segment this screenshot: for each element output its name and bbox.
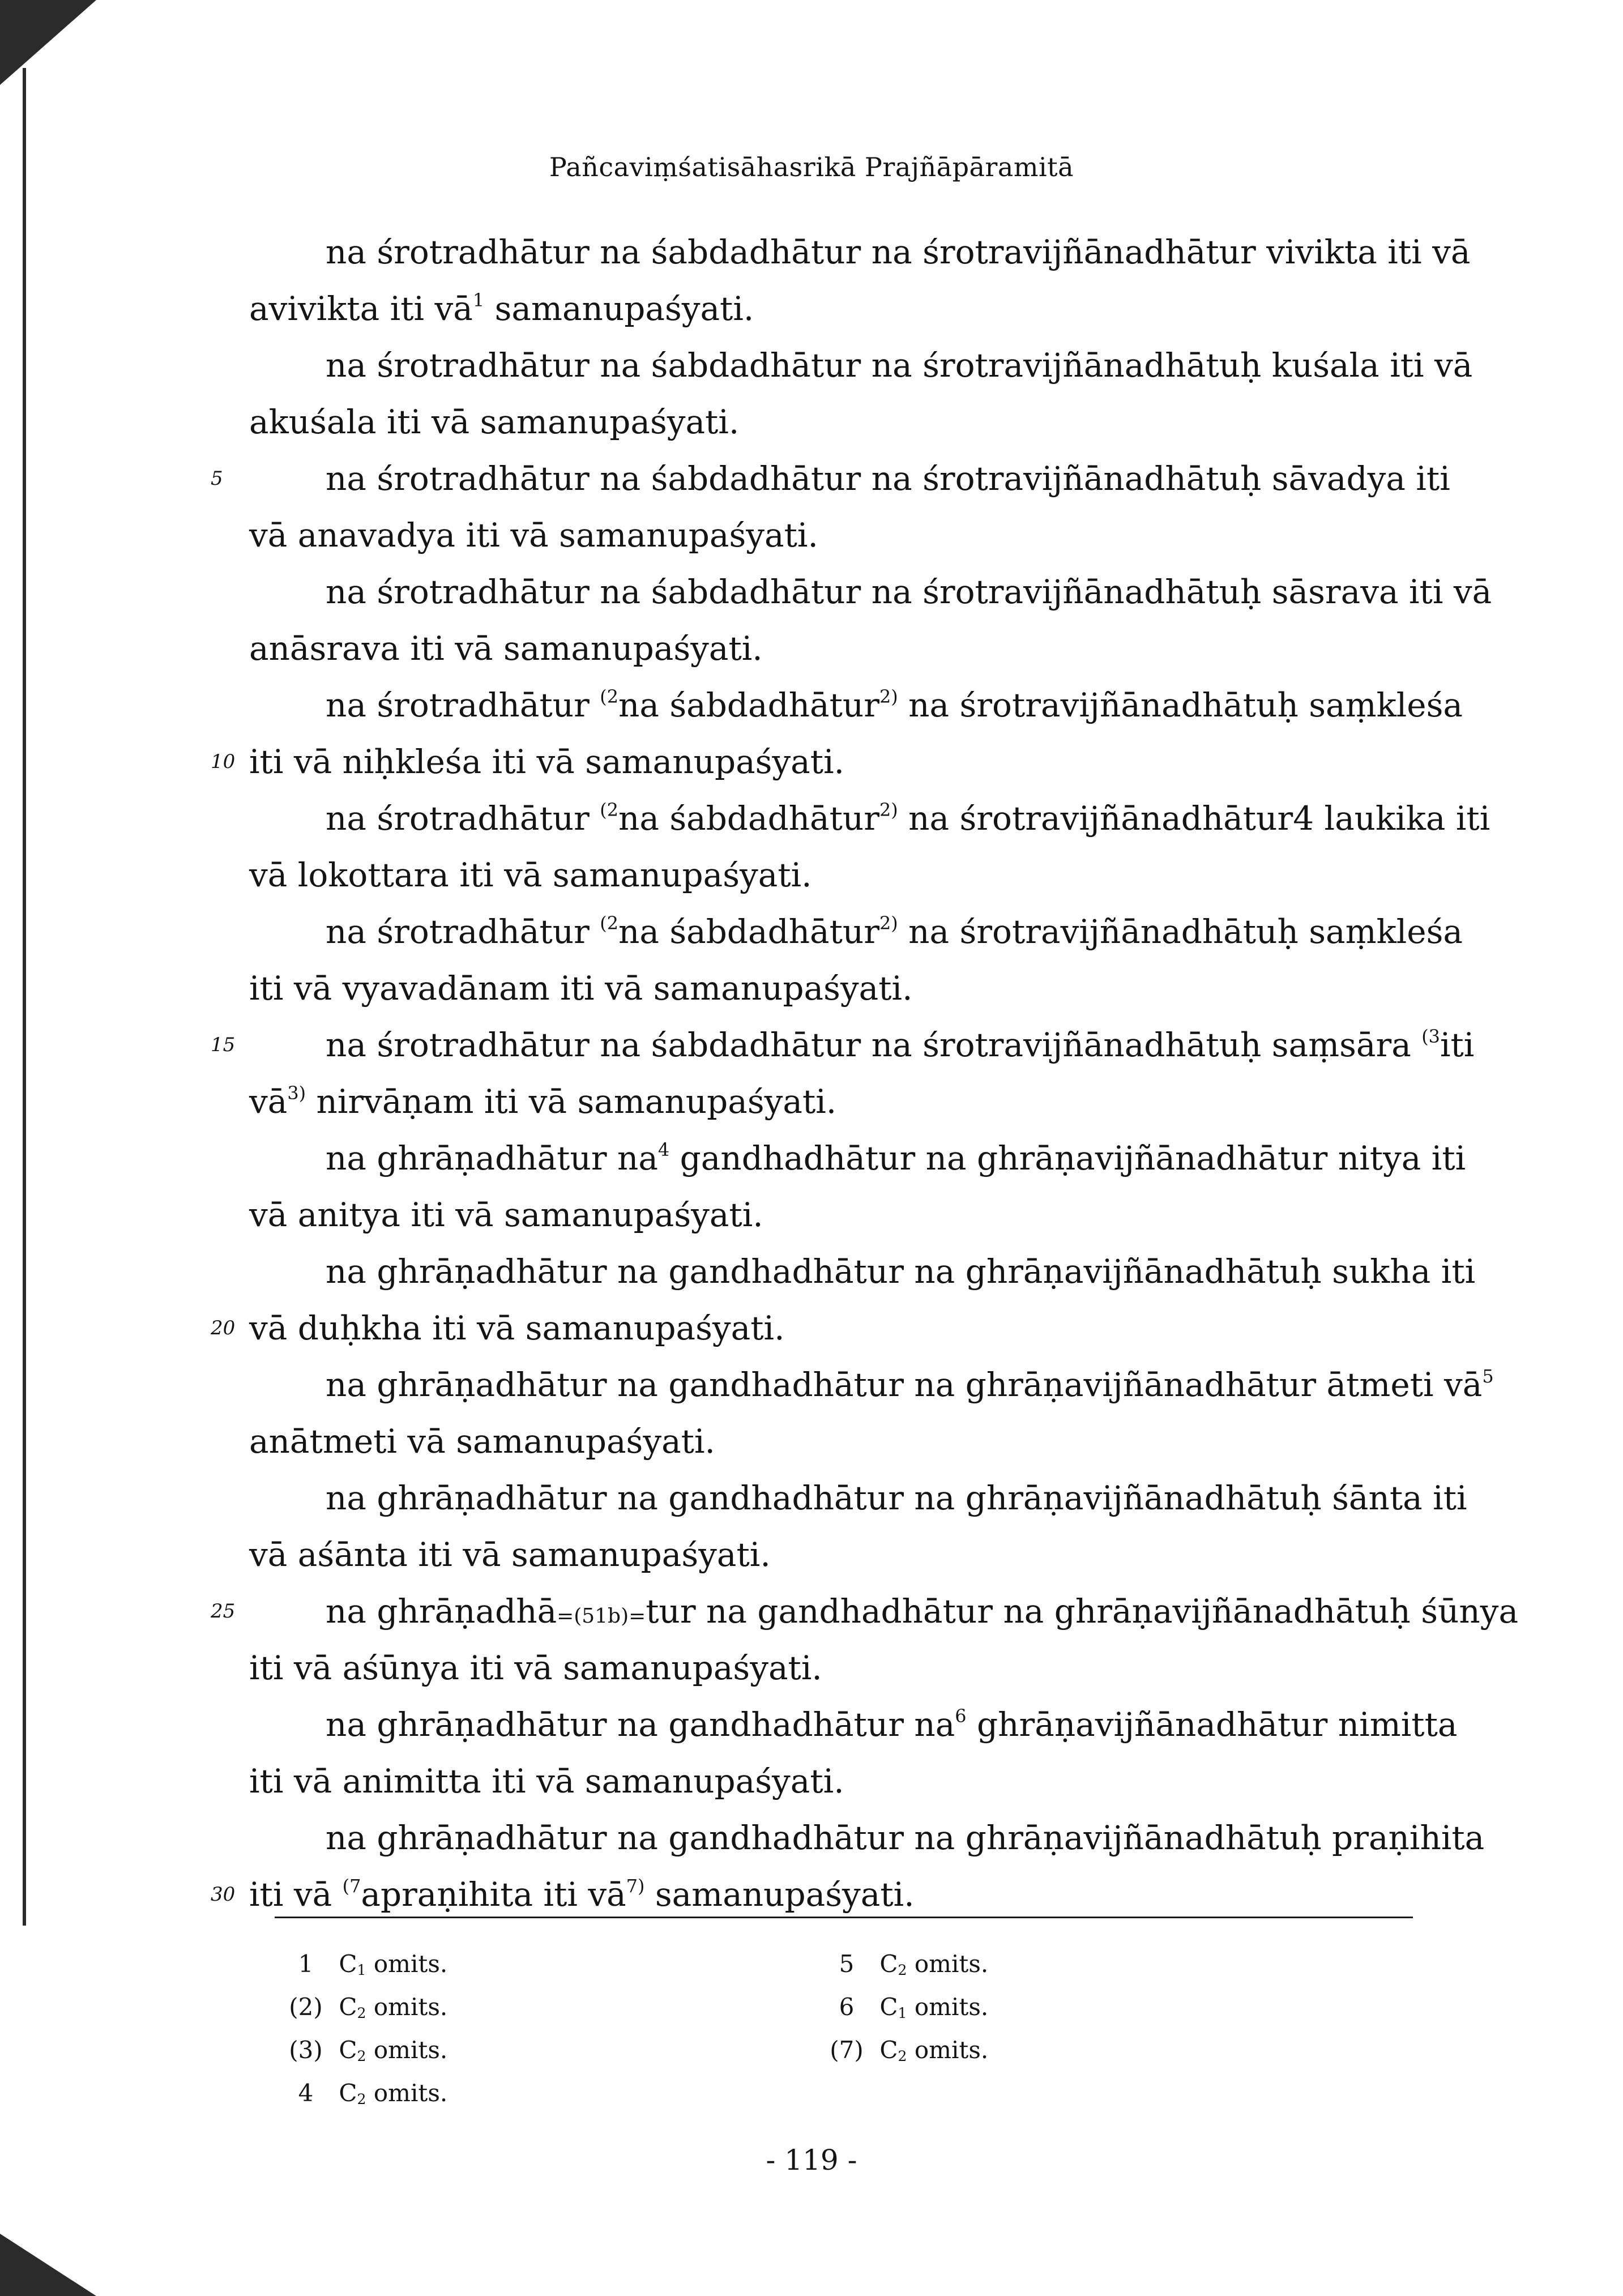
text-line [249, 1753, 1438, 1810]
footnote-siglum: C [879, 1950, 898, 1978]
text-line [249, 733, 1438, 790]
text-line [326, 224, 1471, 280]
text-segment: anāsrava iti vā samanupaśyati. [249, 629, 763, 668]
text-segment: na ghrāṇadhātur na gandhadhātur na ghrāṇavijñānadhātuḥ sukha iti [326, 1252, 1476, 1291]
text-line [249, 394, 1438, 450]
footnote-ref: 5 [1482, 1365, 1494, 1388]
text-segment: na ghrāṇadhātur na gandhadhātur na ghrāṇavijñānadhātur ātmeti vā [326, 1365, 1483, 1404]
text-segment: na śrotradhātur na śabdadhātur na śrotravijñānadhātuḥ sāvadya iti [326, 459, 1450, 498]
footnote-mark: (2) [289, 1993, 323, 2021]
text-segment: iti vā niḥkleśa iti vā samanupaśyati. [249, 742, 845, 781]
line-number: 15 [211, 1034, 236, 1056]
text-line [249, 280, 1438, 337]
text-segment: tur na gandhadhātur na ghrāṇavijñānadhātuḥ śūnya [646, 1592, 1519, 1631]
footnote-siglum: C [339, 1950, 357, 1978]
text-segment: anātmeti vā samanupaśyati. [249, 1422, 715, 1461]
folio-marker: =(51b)= [557, 1604, 646, 1628]
text-segment: na śrotravijñānadhātuḥ saṃkleśa [898, 912, 1463, 951]
text-line [249, 1187, 1438, 1243]
footnote-ref: (2 [600, 799, 619, 821]
text-line [326, 903, 1463, 960]
footnote-mark: 4 [298, 2079, 314, 2107]
footnote-text: omits. [373, 2079, 448, 2107]
text-segment: iti vā [249, 1875, 343, 1914]
text-segment: na ghrāṇadhātur na gandhadhātur na ghrāṇavijñānadhātuḥ śānta iti [326, 1479, 1467, 1517]
footnote-ref: (2 [600, 912, 619, 934]
text-segment: ghrāṇavijñānadhātur nimitta [966, 1705, 1458, 1744]
footnote-item [821, 2029, 988, 2072]
text-segment: akuśala iti vā samanupaśyati. [249, 403, 740, 441]
text-line [326, 1470, 1467, 1526]
footnote-ref: 2) [879, 912, 898, 934]
text-segment: vā [249, 1082, 288, 1121]
footnote-text: omits. [373, 2036, 448, 2064]
text-segment: na śrotravijñānadhātur4 laukika iti [898, 799, 1490, 838]
text-line [326, 1583, 1519, 1640]
text-segment: na śrotradhātur [326, 799, 600, 838]
footnote-siglum: C [339, 2036, 357, 2064]
text-line [249, 1640, 1438, 1696]
footnote-item [280, 2072, 447, 2115]
text-line [249, 1300, 1438, 1356]
text-segment: na śrotradhātur [326, 912, 600, 951]
footnote-text: omits. [373, 1950, 448, 1978]
text-line [326, 790, 1490, 847]
footnote-siglum: C [879, 1993, 898, 2021]
scan-shadow-bottom [0, 2234, 96, 2296]
footnote-divider [275, 1917, 1413, 1918]
text-segment: na śabdadhātur [618, 686, 880, 724]
line-number: 5 [211, 467, 223, 490]
text-line [326, 564, 1492, 620]
text-segment: na śrotradhātur na śabdadhātur na śrotravijñānadhātuḥ sāsrava iti vā [326, 573, 1492, 611]
text-line [249, 1413, 1438, 1470]
text-segment: na śrotradhātur na śabdadhātur na śrotravijñānadhātur vivikta iti vā [326, 233, 1471, 271]
footnote-item [280, 1943, 447, 1986]
page-number: - 119 - [766, 2144, 857, 2176]
footnote-siglum: C [339, 1993, 357, 2021]
text-line [326, 1243, 1476, 1300]
footnote-ref: 2) [879, 799, 898, 821]
text-line [249, 1073, 1438, 1130]
text-segment: gandhadhātur na ghrāṇavijñānadhātur nitya iti [669, 1139, 1466, 1177]
text-line [326, 1696, 1458, 1753]
footnote-siglum-sub: 1 [357, 1962, 366, 1979]
text-segment: samanupaśyati. [644, 1875, 915, 1914]
text-line [326, 337, 1473, 394]
text-line [249, 1866, 1438, 1923]
footnote-text: omits. [914, 1993, 989, 2021]
line-number: 10 [211, 750, 236, 773]
footnote-mark: 1 [298, 1950, 314, 1978]
text-segment: iti [1440, 1026, 1475, 1064]
scan-shadow-top [0, 0, 96, 85]
footnote-ref: 3) [287, 1082, 306, 1104]
text-segment: na śrotravijñānadhātuḥ saṃkleśa [898, 686, 1463, 724]
running-head: Pañcaviṃśatisāhasrikā Prajñāpāramitā [549, 152, 1074, 182]
footnote-mark: (7) [830, 2036, 864, 2064]
text-segment: vā aśānta iti vā samanupaśyati. [249, 1535, 771, 1574]
text-segment: samanupaśyati. [484, 289, 754, 328]
text-segment: vā anavadya iti vā samanupaśyati. [249, 516, 818, 554]
text-segment: vā lokottara iti vā samanupaśyati. [249, 856, 812, 894]
footnote-siglum-sub: 2 [898, 1962, 907, 1979]
footnote-siglum-sub: 1 [898, 2005, 907, 2022]
footnote-item [280, 2029, 447, 2072]
scan-binding-edge [23, 68, 26, 1926]
text-line [249, 1526, 1438, 1583]
footnote-siglum-sub: 2 [357, 2048, 366, 2065]
footnote-ref: (7 [342, 1875, 361, 1897]
text-line [326, 450, 1450, 507]
text-segment: apraṇihita iti vā [361, 1875, 626, 1914]
text-segment: na ghrāṇadhātur na [326, 1139, 658, 1177]
text-line [249, 847, 1438, 903]
footnote-text: omits. [914, 2036, 989, 2064]
text-segment: na ghrāṇadhātur na gandhadhātur na ghrāṇavijñānadhātuḥ praṇihita [326, 1819, 1485, 1857]
footnote-siglum: C [879, 2036, 898, 2064]
line-number: 25 [211, 1600, 236, 1623]
text-line [326, 677, 1463, 733]
footnote-item [821, 1986, 988, 2029]
line-number: 20 [211, 1317, 236, 1339]
text-segment: na śrotradhātur na śabdadhātur na śrotravijñānadhātuḥ saṃsāra [326, 1026, 1422, 1064]
text-segment: iti vā animitta iti vā samanupaśyati. [249, 1762, 844, 1800]
text-segment: na śabdadhātur [618, 912, 880, 951]
footnote-ref: (3 [1421, 1026, 1440, 1048]
footnote-ref: 4 [657, 1139, 670, 1161]
text-segment: iti vā vyavadānam iti vā samanupaśyati. [249, 969, 913, 1008]
text-line [326, 1356, 1494, 1413]
text-line [326, 1130, 1466, 1187]
text-segment: vā anitya iti vā samanupaśyati. [249, 1196, 763, 1234]
footnote-ref: 7) [626, 1875, 645, 1897]
footnote-mark: 5 [839, 1950, 855, 1978]
text-line [249, 507, 1438, 564]
text-segment: iti vā aśūnya iti vā samanupaśyati. [249, 1649, 822, 1687]
text-segment: na ghrāṇadhā [326, 1592, 557, 1631]
footnote-text: omits. [914, 1950, 989, 1978]
line-number: 30 [211, 1883, 236, 1906]
footnote-siglum: C [339, 2079, 357, 2107]
footnote-siglum-sub: 2 [357, 2091, 366, 2108]
text-segment: na śabdadhātur [618, 799, 880, 838]
text-segment: avivikta iti vā [249, 289, 473, 328]
footnote-mark: (3) [289, 2036, 323, 2064]
footnote-text: omits. [373, 1993, 448, 2021]
text-segment: na śrotradhātur na śabdadhātur na śrotravijñānadhātuḥ kuśala iti vā [326, 346, 1473, 385]
text-line [326, 1810, 1485, 1866]
text-line [326, 1017, 1475, 1073]
footnote-ref: 6 [955, 1705, 967, 1727]
text-segment: vā duḥkha iti vā samanupaśyati. [249, 1309, 785, 1347]
text-line [249, 960, 1438, 1017]
footnote-ref: (2 [600, 686, 619, 708]
footnote-item [821, 1943, 988, 1986]
text-segment: na ghrāṇadhātur na gandhadhātur na [326, 1705, 955, 1744]
text-line [249, 620, 1438, 677]
footnote-ref: 1 [472, 289, 485, 311]
footnote-mark: 6 [839, 1993, 855, 2021]
footnote-siglum-sub: 2 [898, 2048, 907, 2065]
text-segment: nirvāṇam iti vā samanupaśyati. [306, 1082, 837, 1121]
footnote-ref: 2) [879, 686, 898, 708]
text-segment: na śrotradhātur [326, 686, 600, 724]
footnote-item [280, 1986, 447, 2029]
footnote-siglum-sub: 2 [357, 2005, 366, 2022]
